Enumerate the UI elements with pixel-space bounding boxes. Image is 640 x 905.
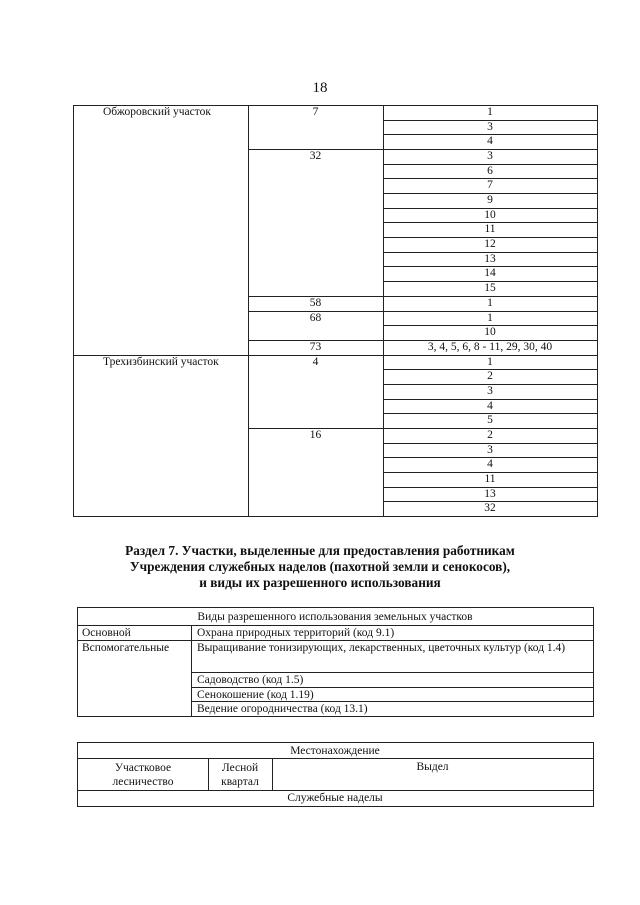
col-kvartal: Лесной квартал — [221, 762, 259, 788]
col-forestry: Участковое лесничество — [112, 762, 174, 788]
kvartal-number: 73 — [309, 340, 322, 353]
vydel-number: 3 — [487, 384, 493, 397]
vydel-number: 13 — [484, 487, 496, 500]
vydel-number: 4 — [487, 399, 493, 412]
vydel-number: 3, 4, 5, 6, 8 - 11, 29, 30, 40 — [427, 340, 553, 353]
usage-main-value: Охрана природных территорий (код 9.1) — [197, 627, 395, 639]
vydel-number: 10 — [484, 208, 496, 221]
heading-line: Учреждения служебных наделов (пахотной земли и сенокосов), — [129, 559, 511, 574]
usage-header: Виды разрешенного использования земельных участков — [197, 611, 473, 623]
vydel-number: 3 — [487, 150, 493, 163]
page-number: 18 — [312, 80, 328, 96]
location-footer: Служебные наделы — [287, 792, 383, 804]
vydel-number: 3 — [487, 120, 493, 133]
vydel-number: 12 — [484, 238, 496, 251]
vydel-number: 10 — [484, 326, 496, 339]
usage-aux-value: Выращивание тонизирующих, лекарственных, цветочных культур (код 1.4) — [197, 642, 566, 654]
vydel-number: 4 — [487, 458, 493, 471]
heading-line: и виды их разрешенного использования — [199, 575, 441, 590]
kvartal-number: 68 — [309, 311, 322, 324]
vydel-number: 14 — [484, 267, 496, 280]
section-7-heading — [80, 543, 560, 591]
vydel-number: 13 — [484, 252, 496, 265]
usage-aux-value: Садоводство (код 1.5) — [197, 674, 304, 686]
vydel-number: 11 — [484, 473, 496, 485]
area-name: Трехизбинский участок — [103, 355, 219, 368]
usage-aux-value: Ведение огородничества (код 13.1) — [197, 703, 368, 715]
vydel-number: 7 — [487, 179, 493, 192]
vydel-number: 2 — [487, 370, 493, 383]
vydel-number: 3 — [487, 443, 493, 456]
kvartal-number: 58 — [309, 296, 322, 309]
area-name: Обжоровский участок — [103, 106, 211, 118]
vydel-number: 1 — [487, 296, 493, 309]
vydel-number: 2 — [487, 428, 493, 441]
vydel-number: 1 — [487, 355, 493, 368]
location-header: Местонахождение — [290, 745, 380, 757]
kvartal-number: 4 — [312, 355, 319, 368]
kvartal-number: 16 — [309, 428, 322, 441]
vydel-number: 9 — [487, 194, 493, 207]
vydel-number: 6 — [487, 164, 493, 177]
vydel-number: 11 — [484, 223, 496, 236]
vydel-number: 32 — [484, 502, 496, 515]
vydel-number: 1 — [487, 106, 493, 118]
kvartal-number: 32 — [309, 150, 322, 163]
kvartal-number: 7 — [312, 106, 319, 118]
heading-line: Раздел 7. Участки, выделенные для предоставления работникам — [125, 543, 515, 558]
usage-aux-label: Вспомогательные — [82, 642, 170, 654]
vydel-number: 15 — [484, 282, 496, 295]
vydel-number: 4 — [487, 135, 493, 148]
usage-main-label: Основной — [82, 627, 131, 639]
usage-aux-value: Сенокошение (код 1.19) — [197, 689, 314, 701]
col-vydel: Выдел — [416, 761, 449, 773]
vydel-number: 1 — [487, 311, 493, 324]
vydel-number: 5 — [487, 414, 493, 427]
